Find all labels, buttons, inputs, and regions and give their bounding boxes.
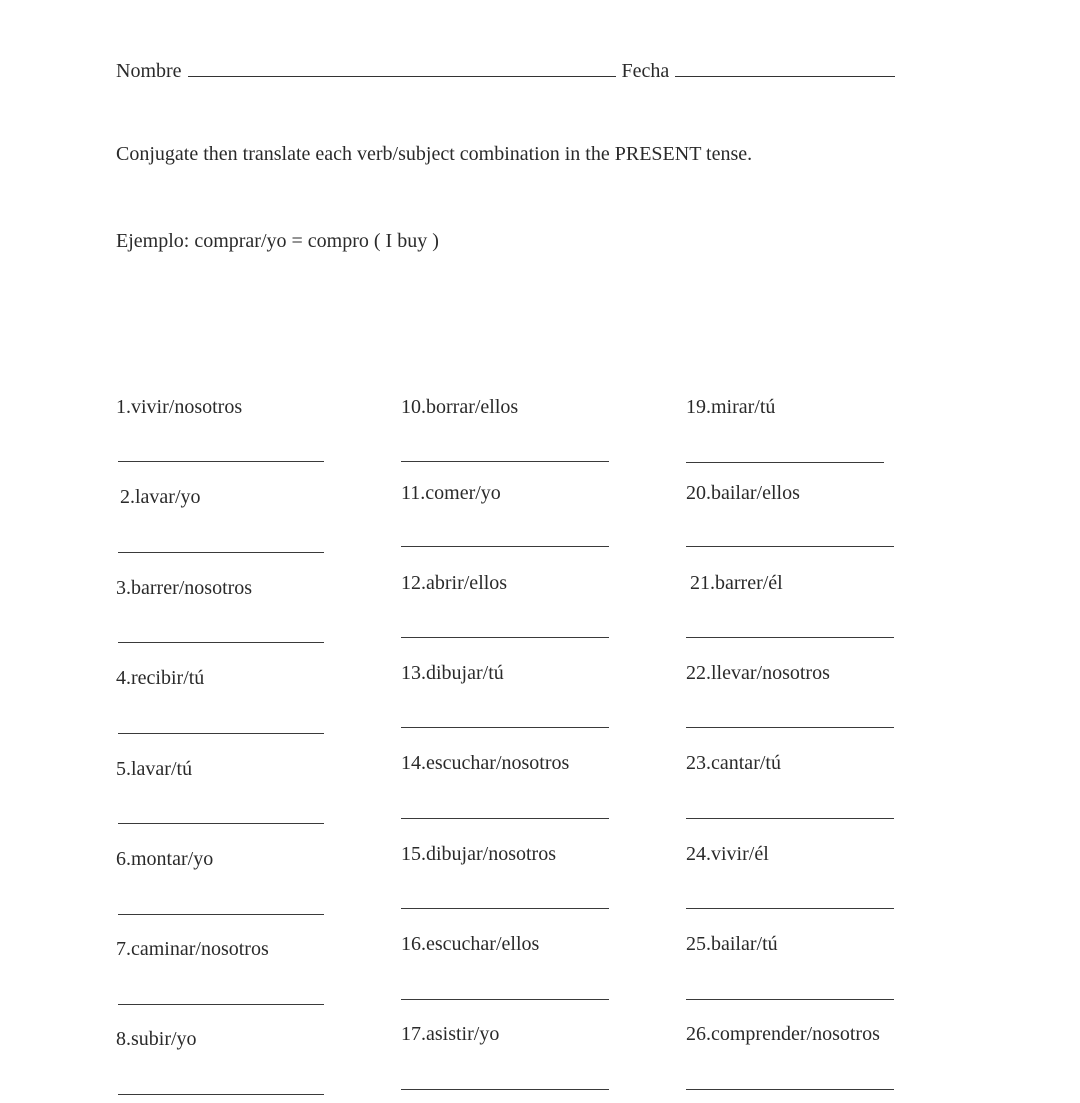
name-blank[interactable] bbox=[188, 58, 616, 77]
answer-line[interactable] bbox=[118, 914, 324, 915]
header-line bbox=[116, 58, 895, 83]
date-blank[interactable] bbox=[675, 58, 895, 77]
answer-line[interactable] bbox=[118, 642, 324, 643]
exercise-item: 12.abrir/ellos bbox=[401, 572, 508, 594]
exercise-item: 3.barrer/nosotros bbox=[116, 577, 253, 599]
answer-line[interactable] bbox=[118, 461, 324, 462]
exercise-item: 17.asistir/yo bbox=[401, 1023, 500, 1045]
exercise-item: 11.comer/yo bbox=[401, 482, 501, 504]
answer-line[interactable] bbox=[118, 1004, 324, 1005]
exercise-item: 5.lavar/tú bbox=[116, 758, 193, 780]
exercise-item: 24.vivir/él bbox=[686, 843, 769, 865]
exercise-item: 23.cantar/tú bbox=[686, 752, 781, 774]
exercise-item: 1.vivir/nosotros bbox=[116, 396, 243, 418]
answer-line[interactable] bbox=[686, 908, 894, 909]
answer-line[interactable] bbox=[118, 1094, 324, 1095]
exercise-item: 14.escuchar/nosotros bbox=[401, 752, 570, 774]
exercise-item: 21.barrer/él bbox=[690, 572, 783, 594]
exercise-item: 19.mirar/tú bbox=[686, 396, 776, 418]
answer-line[interactable] bbox=[401, 818, 609, 819]
answer-line[interactable] bbox=[401, 999, 609, 1000]
date-label: Fecha bbox=[621, 60, 670, 82]
answer-line[interactable] bbox=[686, 1089, 894, 1090]
answer-line[interactable] bbox=[118, 823, 324, 824]
answer-line[interactable] bbox=[686, 546, 894, 547]
exercise-item: 22.llevar/nosotros bbox=[686, 662, 830, 684]
answer-line[interactable] bbox=[401, 908, 609, 909]
exercise-item: 7.caminar/nosotros bbox=[116, 938, 269, 960]
answer-line[interactable] bbox=[401, 461, 609, 462]
exercise-item: 2.lavar/yo bbox=[120, 486, 201, 508]
exercise-item: 25.bailar/tú bbox=[686, 933, 778, 955]
name-label: Nombre bbox=[116, 60, 182, 82]
exercise-item: 26.comprender/nosotros bbox=[686, 1023, 880, 1045]
exercise-item: 10.borrar/ellos bbox=[401, 396, 519, 418]
answer-line[interactable] bbox=[118, 552, 324, 553]
instructions: Conjugate then translate each verb/subject combination in the PRESENT tense. bbox=[116, 143, 753, 165]
exercise-item: 15.dibujar/nosotros bbox=[401, 843, 556, 865]
exercise-item: 6.montar/yo bbox=[116, 848, 214, 870]
exercise-item: 8.subir/yo bbox=[116, 1028, 197, 1050]
exercise-item: 16.escuchar/ellos bbox=[401, 933, 540, 955]
answer-line[interactable] bbox=[401, 546, 609, 547]
answer-line[interactable] bbox=[686, 818, 894, 819]
answer-line[interactable] bbox=[686, 727, 894, 728]
answer-line[interactable] bbox=[686, 462, 884, 463]
answer-line[interactable] bbox=[401, 727, 609, 728]
answer-line[interactable] bbox=[686, 637, 894, 638]
answer-line[interactable] bbox=[686, 999, 894, 1000]
exercise-item: 13.dibujar/tú bbox=[401, 662, 504, 684]
answer-line[interactable] bbox=[401, 1089, 609, 1090]
answer-line[interactable] bbox=[118, 733, 324, 734]
exercise-item: 20.bailar/ellos bbox=[686, 482, 800, 504]
exercise-item: 4.recibir/tú bbox=[116, 667, 205, 689]
example: Ejemplo: comprar/yo = compro ( I buy ) bbox=[116, 230, 439, 252]
answer-line[interactable] bbox=[401, 637, 609, 638]
